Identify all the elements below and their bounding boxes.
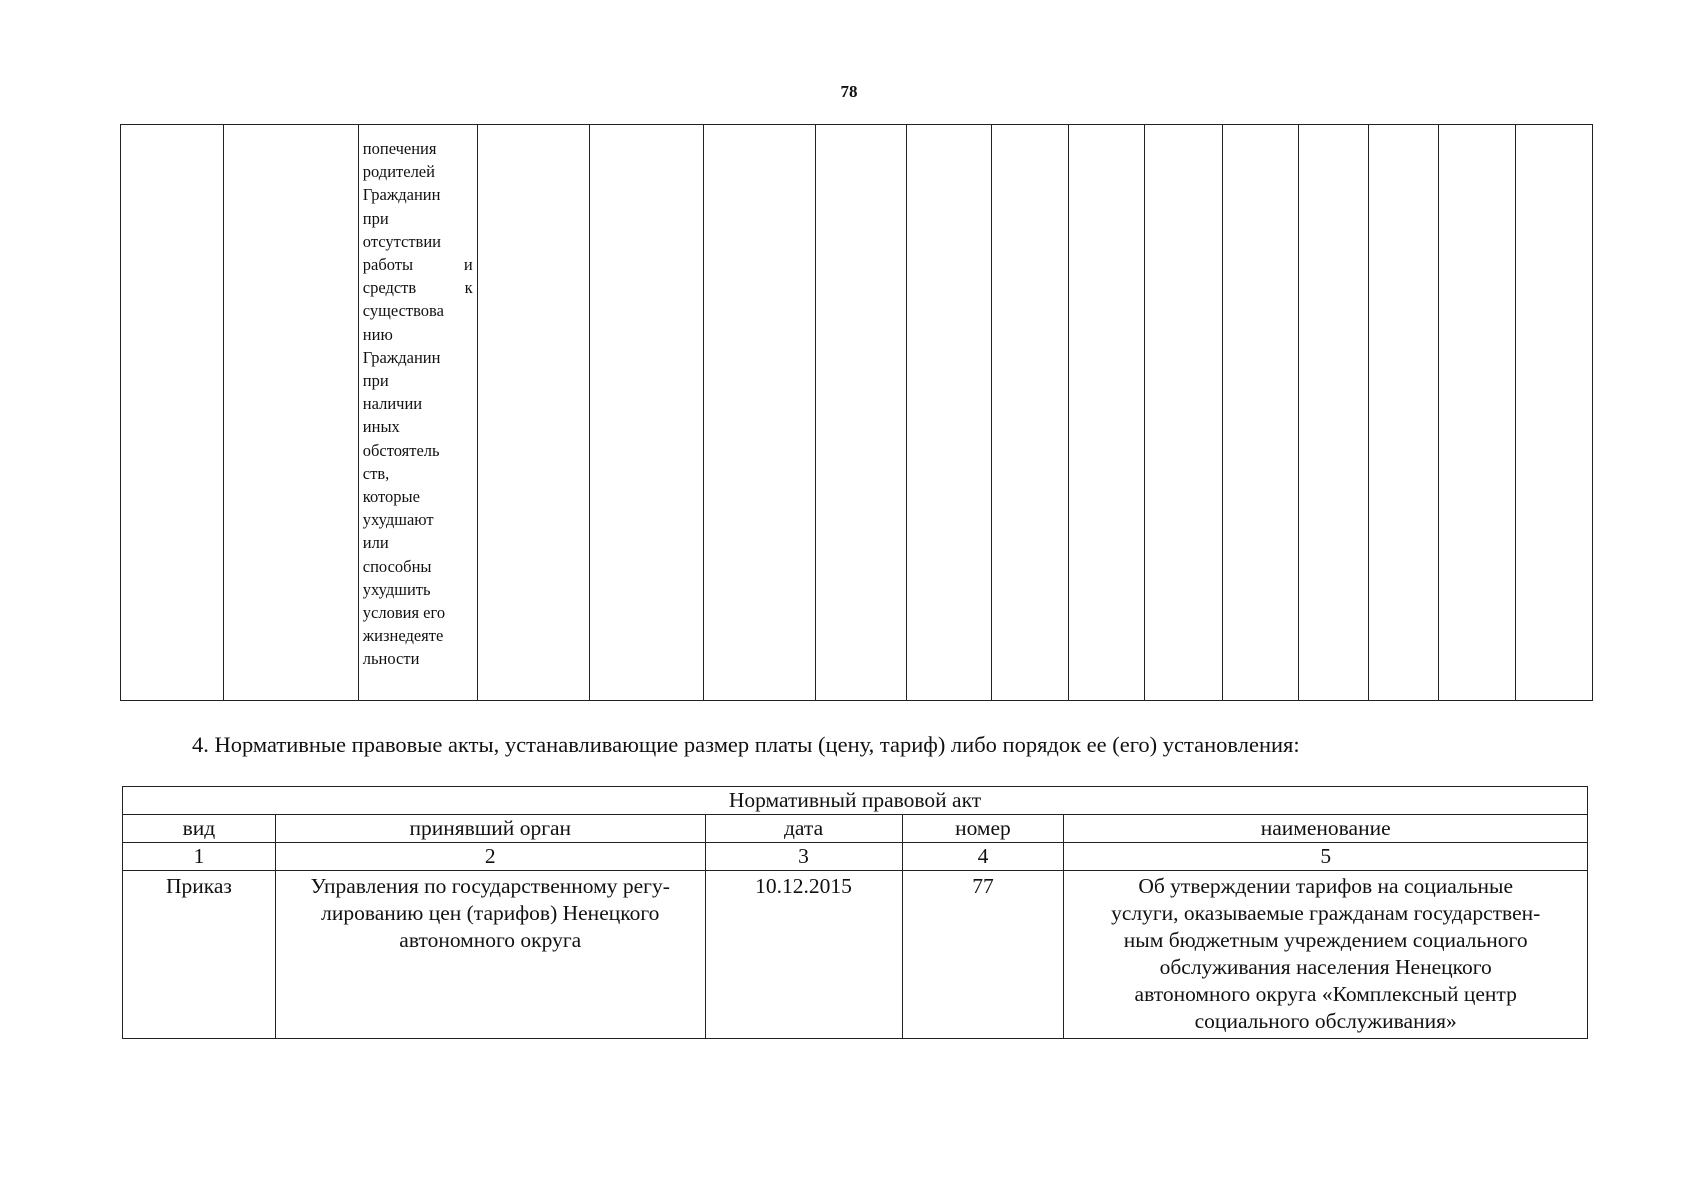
cell-line: наличии [362,394,423,414]
cell-line: средств к [362,278,473,298]
cell-line: при [362,371,389,391]
column-header: дата [705,815,902,843]
column-number: 1 [123,843,276,871]
act-number-cell: 77 [902,871,1064,1039]
column-number: 2 [275,843,705,871]
table-cell [224,125,359,701]
authority-line: автономного округа [399,928,582,952]
cell-line: иных [362,417,400,437]
authority-line: Управления по государственному регу- [310,874,670,898]
cell-line: жизнедеяте [362,626,444,646]
act-date-cell: 10.12.2015 [705,871,902,1039]
column-header: принявший орган [275,815,705,843]
table-header-row [123,815,1588,843]
cell-line: условия его [362,603,446,623]
name-line: Об утверждении тарифов на социальные [1138,874,1514,898]
table-cell [1516,125,1593,701]
name-line: обслуживания населения Ненецкого [1159,955,1492,979]
legal-acts-table [122,786,1588,1039]
table-caption: Нормативный правовой акт [123,787,1588,815]
cell-line: работы и [362,255,473,275]
name-line: социального обслуживания» [1194,1009,1457,1033]
table-row [123,871,1588,1039]
recipient-category-cell [358,125,477,701]
cell-line: льности [362,649,420,669]
column-number: 5 [1064,843,1588,871]
cell-line: ухудшить [362,579,431,599]
cell-line: способны [362,556,432,576]
name-line: услуги, оказываемые гражданам государствен- [1111,901,1541,925]
column-header: номер [902,815,1064,843]
cell-line: родителей [362,162,435,182]
cell-line: отсутствии [362,231,441,251]
table-caption-row [123,787,1588,815]
column-header: наименование [1064,815,1588,843]
column-number: 3 [705,843,902,871]
continued-services-table [120,124,1593,701]
column-number: 4 [902,843,1064,871]
table-cell [1068,125,1144,701]
table-cell [703,125,816,701]
cell-line: Гражданин [362,347,441,367]
act-kind-cell: Приказ [123,871,276,1039]
cell-line: Гражданин [362,185,441,205]
act-authority-cell [275,871,705,1039]
cell-line: существова [362,301,444,321]
table-cell [477,125,590,701]
cell-line: нию [362,324,393,344]
table-cell [816,125,906,701]
cell-line: ухудшают [362,510,434,530]
table-cell [1439,125,1516,701]
name-line: ным бюджетным учреждением социального [1123,928,1528,952]
table-cell [1222,125,1299,701]
page-number: 78 [840,82,858,101]
table-cell [992,125,1069,701]
cell-line: попечения [362,139,437,158]
table-cell [121,125,224,701]
section-heading: 4. Нормативные правовые акты, устанавливающие размер платы (цену, тариф) либо порядок ее (его) установления: [192,732,1300,757]
table-cell [1144,125,1222,701]
name-line: автономного округа «Комплексный центр [1134,982,1517,1006]
cell-line: ств, [362,463,390,483]
table-cell [590,125,704,701]
table-cell [1368,125,1438,701]
column-number-row [123,843,1588,871]
cell-line: при [362,208,389,228]
cell-line: которые [362,487,420,507]
cell-line: обстоятель [362,440,440,460]
table-row [121,125,1593,701]
act-name-cell [1064,871,1588,1039]
column-header: вид [123,815,276,843]
cell-line: или [362,533,389,553]
table-cell [906,125,991,701]
authority-line: лированию цен (тарифов) Ненецкого [321,901,660,925]
table-cell [1299,125,1368,701]
